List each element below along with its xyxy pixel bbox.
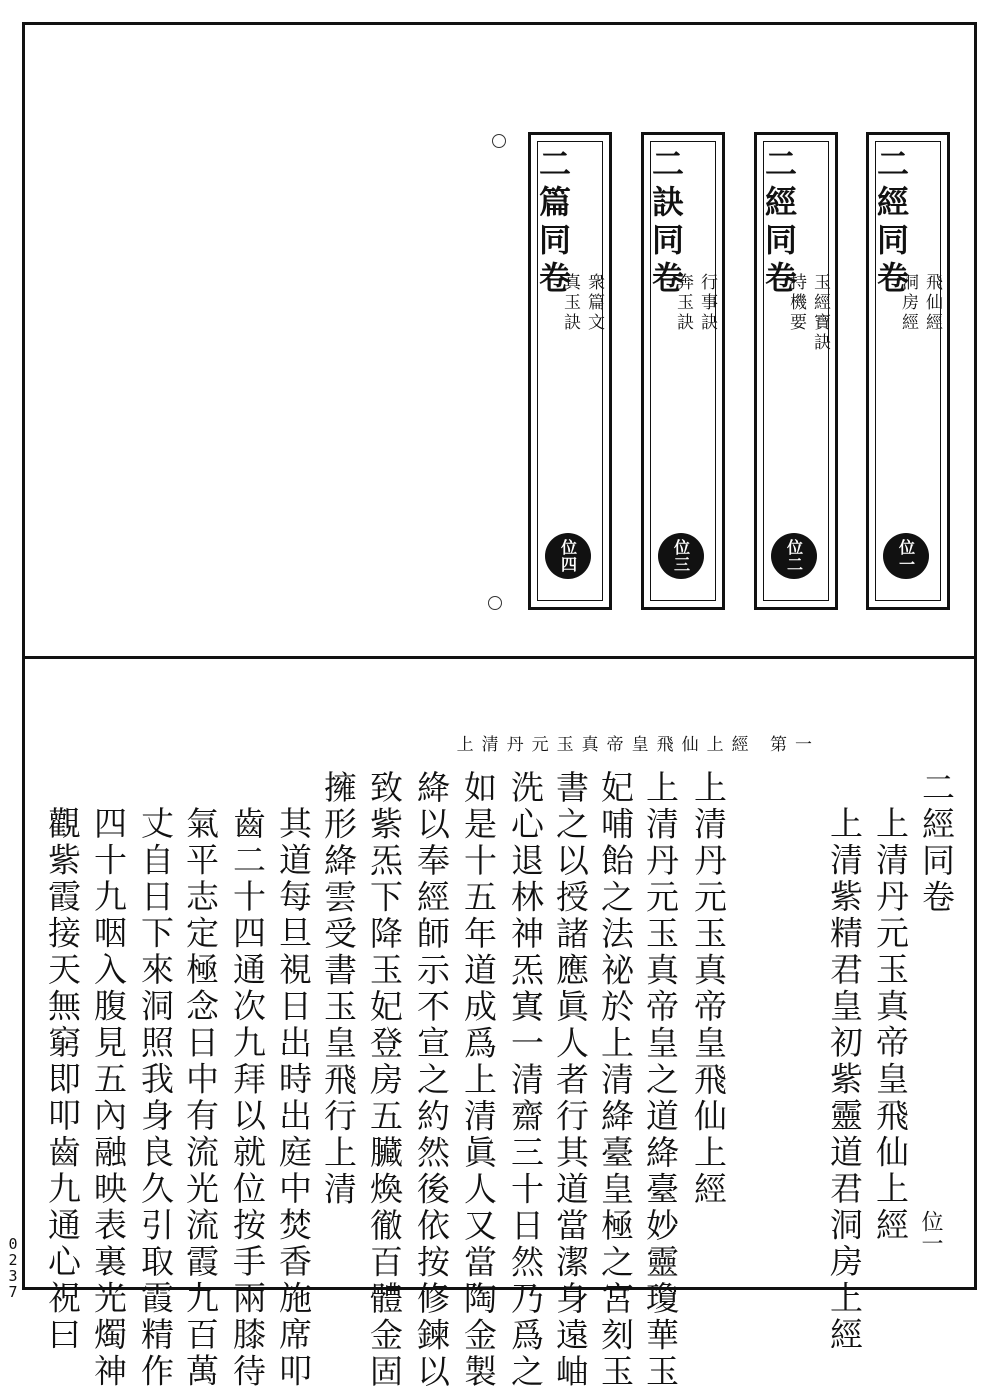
binding-hole-bottom [488, 596, 502, 610]
text-column-14: 四十九咽入腹見五內融映表裏光燭神 [89, 806, 128, 1390]
cover-label-subtitle: 玉經寶訣 [810, 273, 830, 353]
cover-label-subtitle: 持機要 [786, 273, 806, 333]
binding-hole-top [492, 134, 506, 148]
text-column-10: 其道每旦視日出時出庭中焚香施席叩 [274, 806, 313, 1390]
cover-label-1 [866, 132, 950, 610]
text-column-12: 氣平志定極念日中有流光流霞九百萬 [181, 806, 220, 1390]
text-column-15: 觀紫霞接天無窮即叩齒九通心祝曰 [43, 806, 82, 1354]
text-column-2: 上清丹元玉真帝皇之道絳臺妙靈瓊華玉 [641, 770, 680, 1391]
cover-label-subtitle: 行事訣 [697, 273, 717, 333]
cover-label-4 [528, 132, 612, 610]
scripture-title: 上清紫精君皇初紫靈道君洞房上經 [825, 806, 864, 1354]
text-column-3: 妃哺飴之法祕於上清絳臺皇極之宮刻玉 [596, 770, 635, 1391]
text-column-7: 絳以奉經師示不宣之約然後依按修鍊以 [412, 770, 451, 1391]
text-column-4: 書之以授諸應眞人者行其道當潔身遠岫 [551, 770, 590, 1391]
cover-label-subtitle: 洞房經 [898, 273, 918, 333]
cover-label-seal: 位二 [771, 533, 817, 579]
volume-mark: 位一 [918, 1210, 943, 1254]
cover-label-2 [754, 132, 838, 610]
text-column-8: 致紫炁下降玉妃登房五臟煥徹百體金固 [365, 770, 404, 1391]
text-column-1: 上清丹元玉真帝皇飛仙上經 [689, 770, 728, 1208]
cover-label-title: 二經同卷 [760, 147, 798, 299]
page-number: 0237 [4, 1235, 22, 1299]
cover-label-title: 二訣同卷 [647, 147, 685, 299]
text-column-9: 擁形絳雲受書玉皇飛行上清 [319, 770, 358, 1208]
text-column-5: 洗心退林神炁寘一清齋三十日然乃爲之 [506, 770, 545, 1391]
text-column-6: 如是十五年道成爲上清眞人又當陶金製 [459, 770, 498, 1391]
cover-label-subtitle: 飛仙經 [922, 273, 942, 333]
scripture-title: 上清丹元玉真帝皇飛仙上經 [871, 806, 910, 1244]
section-heading: 二經同卷 [917, 770, 956, 916]
text-column-11: 齒二十四通次九拜以就位按手兩膝待 [228, 806, 267, 1390]
text-column-13: 丈自日下來洞照我身良久引取霞精作 [136, 806, 175, 1390]
cover-label-3 [641, 132, 725, 610]
cover-label-subtitle: 衆篇文 [584, 273, 604, 333]
cover-label-seal: 位四 [545, 533, 591, 579]
cover-label-subtitle: 奔玉訣 [673, 273, 693, 333]
cover-label-title: 二篇同卷 [534, 147, 572, 299]
cover-label-seal: 位三 [658, 533, 704, 579]
cover-label-seal: 位一 [883, 533, 929, 579]
page-divider [22, 656, 977, 659]
cover-label-subtitle: 真玉訣 [560, 273, 580, 333]
cover-label-title: 二經同卷 [872, 147, 910, 299]
column-header: 上清丹元玉真帝皇飛仙上經 第一 [456, 735, 820, 755]
